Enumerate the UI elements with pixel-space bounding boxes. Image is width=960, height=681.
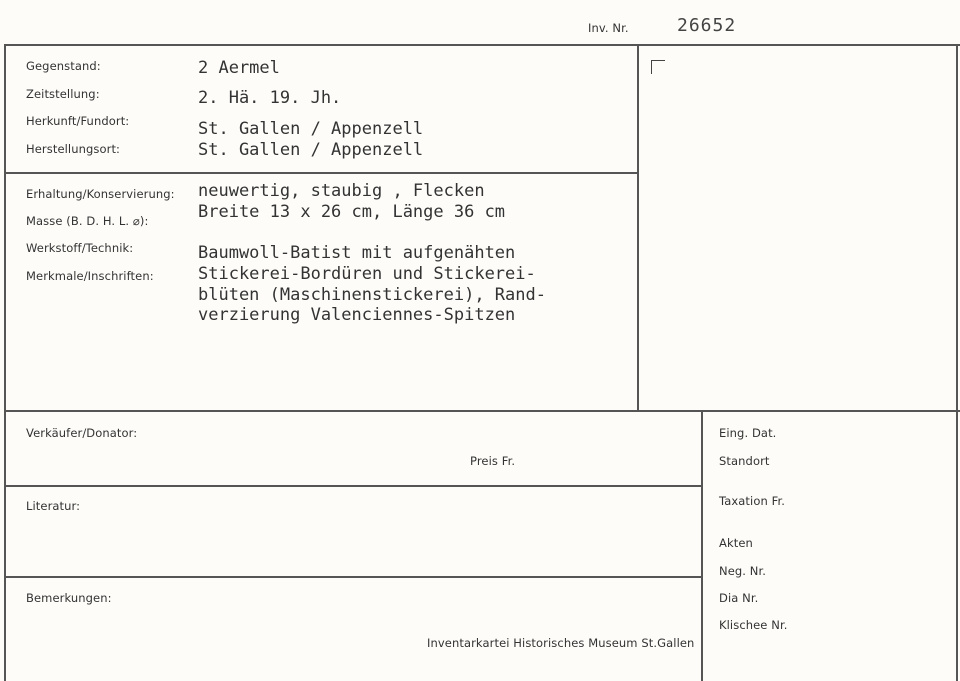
section-divider-4: [4, 576, 702, 578]
werkstoff-line-2: Stickerei-Bordüren und Stickerei-: [198, 264, 536, 284]
zeitstellung-label: Zeitstellung:: [26, 87, 100, 101]
left-border: [4, 44, 6, 681]
erhaltung-value: neuwertig, staubig , Flecken: [198, 181, 485, 201]
literatur-label: Literatur:: [26, 499, 81, 513]
upper-right-column-divider: [637, 44, 639, 412]
standort-label: Standort: [719, 454, 770, 468]
masse-label: Masse (B. D. H. L. ⌀):: [26, 214, 149, 228]
section-divider-3: [4, 485, 702, 487]
section-divider-1: [4, 172, 638, 174]
herkunft-label: Herkunft/Fundort:: [26, 114, 130, 128]
werkstoff-label: Werkstoff/Technik:: [26, 241, 134, 255]
photo-corner-mark: [651, 60, 665, 74]
herstellungsort-label: Herstellungsort:: [26, 142, 121, 156]
neg-nr-label: Neg. Nr.: [719, 564, 767, 578]
dia-nr-label: Dia Nr.: [719, 591, 759, 605]
section-divider-2: [4, 410, 960, 412]
akten-label: Akten: [719, 536, 753, 550]
werkstoff-line-1: Baumwoll-Batist mit aufgenähten: [198, 243, 516, 263]
bemerkungen-label: Bemerkungen:: [26, 591, 112, 605]
klischee-nr-label: Klischee Nr.: [719, 618, 788, 632]
right-border: [956, 44, 958, 681]
masse-value: Breite 13 x 26 cm, Länge 36 cm: [198, 202, 506, 222]
werkstoff-line-3: blüten (Maschinenstickerei), Rand-: [198, 285, 546, 305]
taxation-label: Taxation Fr.: [719, 494, 786, 508]
herstellungsort-value: St. Gallen / Appenzell: [198, 140, 424, 160]
gegenstand-value: 2 Aermel: [198, 58, 280, 78]
zeitstellung-value: 2. Hä. 19. Jh.: [198, 88, 342, 108]
eing-dat-label: Eing. Dat.: [719, 426, 777, 440]
werkstoff-line-4: verzierung Valenciennes-Spitzen: [198, 305, 516, 325]
lower-right-column-divider: [701, 410, 703, 681]
inv-nr-label: Inv. Nr.: [588, 21, 629, 35]
footer-institution: Inventarkartei Historisches Museum St.Gallen: [427, 636, 695, 650]
merkmale-label: Merkmale/Inschriften:: [26, 269, 154, 283]
top-rule: [4, 44, 960, 46]
erhaltung-label: Erhaltung/Konservierung:: [26, 187, 175, 201]
preis-label: Preis Fr.: [470, 454, 516, 468]
verkaeufer-label: Verkäufer/Donator:: [26, 426, 138, 440]
herkunft-value: St. Gallen / Appenzell: [198, 119, 424, 139]
inv-nr-value: 26652: [677, 15, 737, 36]
gegenstand-label: Gegenstand:: [26, 59, 101, 73]
